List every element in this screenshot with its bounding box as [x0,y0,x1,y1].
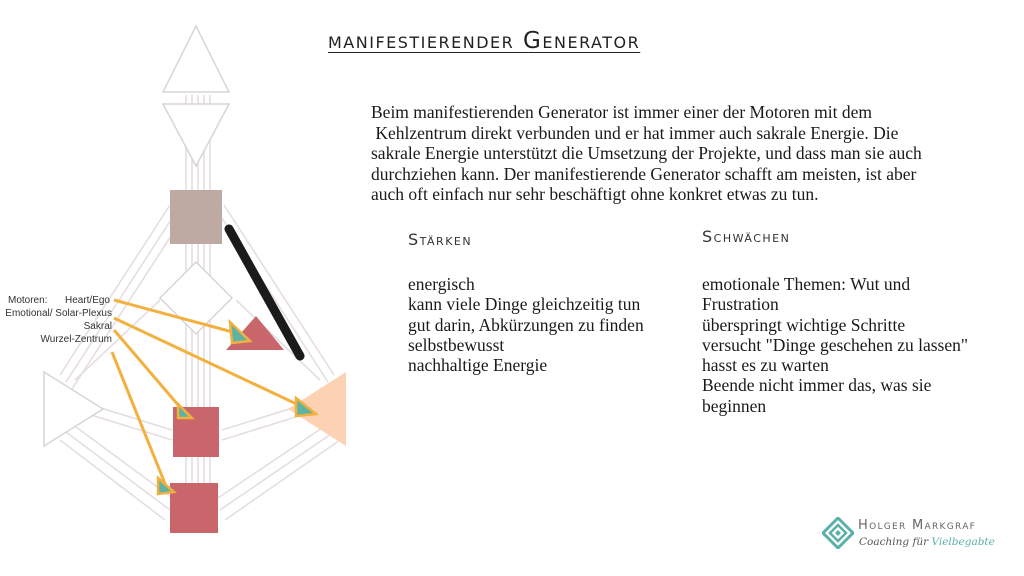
brand-tagline [859,536,995,548]
throat-center [170,190,222,244]
brand-logo [822,516,995,552]
list-item: überspringt wichtige Schritte [702,314,906,335]
brand-tagline-highlight: Vielbegabte [931,536,995,548]
list-item: beginnen [702,395,767,416]
motor-labels [0,294,112,346]
root-center [170,483,218,533]
list-item: gut darin, Abkürzungen zu finden [408,314,644,335]
brand-name: Holger Markgraf [858,518,977,533]
strengths-list [408,274,644,375]
motor-label-wurzel: Wurzel-Zentrum [40,334,112,345]
head-center [163,26,229,92]
channel-line [225,440,340,520]
motor-label-emotional: Emotional/ Solar-Plexus [5,308,112,319]
list-item: versucht "Dinge geschehen zu lassen" [702,334,969,355]
channel-line [66,432,170,510]
brand-mark-icon [822,517,854,549]
intro-line: Kehlzentrum direkt verbunden und er hat immer auch sakrale Energie. Die [371,122,899,143]
list-item: hasst es zu warten [702,355,829,376]
intro-line: Beim manifestierenden Generator ist immer einer der Motoren mit dem [371,102,873,122]
channel-line [220,432,334,510]
list-item: Beende nicht immer das, was sie [702,375,932,396]
motor-label-sakral: Sakral [83,321,112,332]
weaknesses-list [702,274,968,416]
arrow-sacral [114,330,185,413]
intro-line: auch oft einfach nur sehr beschäftigt ohne konkret etwas zu tun. [371,184,819,204]
list-item: Frustration [702,294,779,315]
bodygraph-diagram [0,0,360,576]
weaknesses-heading: Schwächen [702,227,791,246]
intro-line: sakrale Energie unterstützt die Umsetzung der Projekte, und dass man sie auch [371,143,922,163]
strengths-heading: Stärken [408,230,473,249]
motor-label-motoren: Motoren: [8,295,48,306]
list-item: kann viele Dinge gleichzeitig tun [408,294,641,315]
motor-labels-first-row [0,294,112,307]
channel-line [60,440,165,520]
list-item: nachhaltige Energie [408,355,548,376]
list-item: selbstbewusst [408,334,505,355]
channel-line [60,205,170,375]
spleen-center [44,372,103,446]
brand-tagline-prefix: Coaching für [859,536,932,548]
intro-line: durchziehen kann. Der manifestierende Generator schafft am meisten, ist aber [371,163,917,184]
page-title: manifestierender Generator [328,28,641,54]
list-item: emotionale Themen: Wut und [702,274,911,294]
arrow-root [112,352,166,486]
ajna-center [163,104,229,166]
motor-label-heart: Heart/Ego [64,295,110,306]
intro-paragraph [371,102,971,205]
list-item: energisch [408,274,475,294]
